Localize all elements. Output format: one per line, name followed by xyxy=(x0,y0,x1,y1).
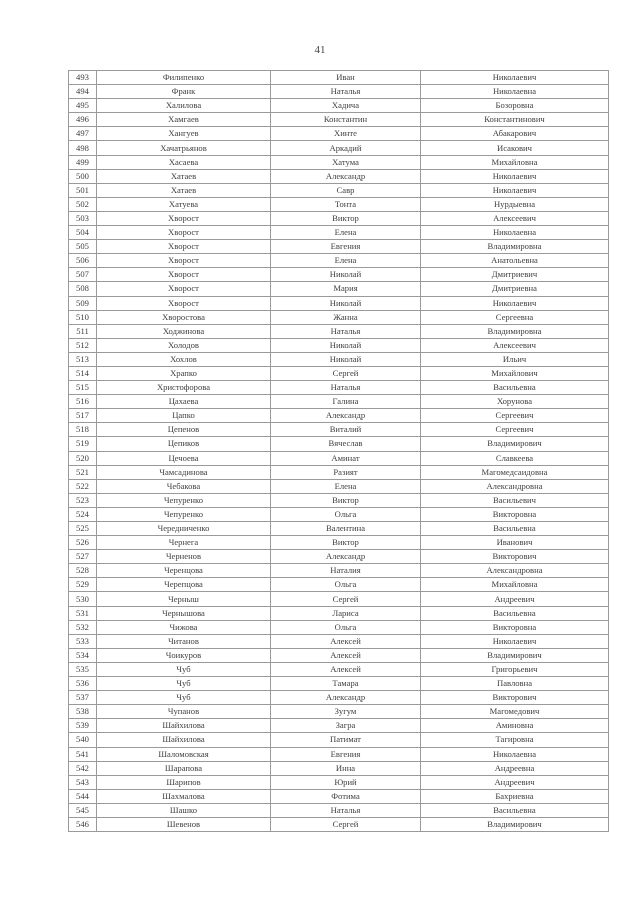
last-name: Черенцова xyxy=(97,564,271,578)
table-row xyxy=(69,211,609,225)
first-name: Загра xyxy=(271,719,421,733)
first-name: Сергей xyxy=(271,592,421,606)
table-row xyxy=(69,620,609,634)
table-row xyxy=(69,409,609,423)
last-name: Халилова xyxy=(97,99,271,113)
table-row xyxy=(69,141,609,155)
patronymic: Николаевич xyxy=(421,183,609,197)
first-name: Фотима xyxy=(271,789,421,803)
last-name: Ходжинова xyxy=(97,324,271,338)
row-number: 524 xyxy=(69,507,97,521)
patronymic: Николаевна xyxy=(421,747,609,761)
last-name: Чуб xyxy=(97,662,271,676)
row-number: 511 xyxy=(69,324,97,338)
table-row xyxy=(69,662,609,676)
table-row xyxy=(69,310,609,324)
last-name: Чернега xyxy=(97,536,271,550)
patronymic: Григорьевич xyxy=(421,662,609,676)
patronymic: Викторовна xyxy=(421,620,609,634)
table-row xyxy=(69,155,609,169)
last-name: Чебакова xyxy=(97,479,271,493)
first-name: Хинте xyxy=(271,127,421,141)
row-number: 513 xyxy=(69,352,97,366)
first-name: Сергей xyxy=(271,817,421,831)
patronymic: Магомедович xyxy=(421,705,609,719)
first-name: Николай xyxy=(271,296,421,310)
last-name: Шевенов xyxy=(97,817,271,831)
patronymic: Магомедсаидовна xyxy=(421,465,609,479)
first-name: Тамара xyxy=(271,677,421,691)
table-row xyxy=(69,803,609,817)
first-name: Елена xyxy=(271,226,421,240)
first-name: Вячеслав xyxy=(271,437,421,451)
first-name: Ольга xyxy=(271,620,421,634)
last-name: Цепенов xyxy=(97,423,271,437)
table-row xyxy=(69,113,609,127)
row-number: 538 xyxy=(69,705,97,719)
last-name: Хасаева xyxy=(97,155,271,169)
row-number: 505 xyxy=(69,240,97,254)
table-row xyxy=(69,817,609,831)
row-number: 495 xyxy=(69,99,97,113)
last-name: Франк xyxy=(97,85,271,99)
table-row xyxy=(69,578,609,592)
patronymic: Васильевна xyxy=(421,381,609,395)
patronymic: Сергеевич xyxy=(421,409,609,423)
row-number: 509 xyxy=(69,296,97,310)
first-name: Зугум xyxy=(271,705,421,719)
last-name: Хворост xyxy=(97,240,271,254)
first-name: Виктор xyxy=(271,536,421,550)
row-number: 507 xyxy=(69,268,97,282)
first-name: Разият xyxy=(271,465,421,479)
patronymic: Алексеевич xyxy=(421,211,609,225)
patronymic: Николаевич xyxy=(421,296,609,310)
last-name: Хворост xyxy=(97,282,271,296)
last-name: Шашко xyxy=(97,803,271,817)
patronymic: Аминовна xyxy=(421,719,609,733)
table-row xyxy=(69,507,609,521)
page-number: 41 xyxy=(314,44,326,56)
last-name: Храпко xyxy=(97,366,271,380)
last-name: Шахмалова xyxy=(97,789,271,803)
table-row xyxy=(69,564,609,578)
row-number: 546 xyxy=(69,817,97,831)
patronymic: Викторович xyxy=(421,691,609,705)
first-name: Инна xyxy=(271,761,421,775)
row-number: 542 xyxy=(69,761,97,775)
table-row xyxy=(69,761,609,775)
last-name: Чепуренко xyxy=(97,493,271,507)
last-name: Шарапова xyxy=(97,761,271,775)
last-name: Чамсадинова xyxy=(97,465,271,479)
last-name: Цахаева xyxy=(97,395,271,409)
patronymic: Николаевич xyxy=(421,634,609,648)
first-name: Ольга xyxy=(271,578,421,592)
table-row xyxy=(69,240,609,254)
first-name: Елена xyxy=(271,254,421,268)
last-name: Хворост xyxy=(97,268,271,282)
patronymic: Николаевич xyxy=(421,169,609,183)
first-name: Галина xyxy=(271,395,421,409)
first-name: Лариса xyxy=(271,606,421,620)
patronymic: Андреевич xyxy=(421,592,609,606)
last-name: Чепуренко xyxy=(97,507,271,521)
row-number: 514 xyxy=(69,366,97,380)
table-row xyxy=(69,254,609,268)
last-name: Чередниченко xyxy=(97,522,271,536)
names-table-body xyxy=(69,71,609,832)
first-name: Евгения xyxy=(271,240,421,254)
last-name: Цапко xyxy=(97,409,271,423)
first-name: Александр xyxy=(271,169,421,183)
patronymic: Михайлович xyxy=(421,366,609,380)
patronymic: Сергеевна xyxy=(421,310,609,324)
patronymic: Сергеевич xyxy=(421,423,609,437)
table-row xyxy=(69,268,609,282)
last-name: Хамгаев xyxy=(97,113,271,127)
patronymic: Николаевна xyxy=(421,226,609,240)
table-row xyxy=(69,789,609,803)
patronymic: Абакарович xyxy=(421,127,609,141)
patronymic: Ильич xyxy=(421,352,609,366)
patronymic: Бозоровна xyxy=(421,99,609,113)
table-row xyxy=(69,648,609,662)
row-number: 504 xyxy=(69,226,97,240)
first-name: Евгения xyxy=(271,747,421,761)
table-row xyxy=(69,395,609,409)
last-name: Читанов xyxy=(97,634,271,648)
patronymic: Николаевна xyxy=(421,85,609,99)
last-name: Филипенко xyxy=(97,71,271,85)
last-name: Черненов xyxy=(97,550,271,564)
last-name: Хохлов xyxy=(97,352,271,366)
row-number: 498 xyxy=(69,141,97,155)
patronymic: Дмитриевна xyxy=(421,282,609,296)
patronymic: Тагировна xyxy=(421,733,609,747)
first-name: Мария xyxy=(271,282,421,296)
patronymic: Васильевна xyxy=(421,803,609,817)
row-number: 521 xyxy=(69,465,97,479)
patronymic: Владимирович xyxy=(421,648,609,662)
table-row xyxy=(69,71,609,85)
first-name: Юрий xyxy=(271,775,421,789)
table-row xyxy=(69,226,609,240)
patronymic: Константинович xyxy=(421,113,609,127)
row-number: 519 xyxy=(69,437,97,451)
table-row xyxy=(69,381,609,395)
table-row xyxy=(69,493,609,507)
first-name: Николай xyxy=(271,268,421,282)
row-number: 533 xyxy=(69,634,97,648)
first-name: Наталья xyxy=(271,85,421,99)
row-number: 508 xyxy=(69,282,97,296)
first-name: Ольга xyxy=(271,507,421,521)
first-name: Наталья xyxy=(271,381,421,395)
first-name: Виталий xyxy=(271,423,421,437)
last-name: Хангуев xyxy=(97,127,271,141)
first-name: Виктор xyxy=(271,211,421,225)
last-name: Хворост xyxy=(97,296,271,310)
last-name: Хачатрьянов xyxy=(97,141,271,155)
first-name: Хатума xyxy=(271,155,421,169)
patronymic: Викторович xyxy=(421,550,609,564)
last-name: Хворостова xyxy=(97,310,271,324)
first-name: Алексей xyxy=(271,648,421,662)
last-name: Хворост xyxy=(97,254,271,268)
patronymic: Андреевна xyxy=(421,761,609,775)
row-number: 528 xyxy=(69,564,97,578)
first-name: Савр xyxy=(271,183,421,197)
first-name: Хадича xyxy=(271,99,421,113)
table-row xyxy=(69,536,609,550)
row-number: 536 xyxy=(69,677,97,691)
row-number: 523 xyxy=(69,493,97,507)
table-row xyxy=(69,719,609,733)
table-row xyxy=(69,296,609,310)
row-number: 501 xyxy=(69,183,97,197)
names-table xyxy=(68,70,609,832)
first-name: Тонта xyxy=(271,197,421,211)
row-number: 543 xyxy=(69,775,97,789)
last-name: Холодов xyxy=(97,338,271,352)
patronymic: Исакович xyxy=(421,141,609,155)
row-number: 529 xyxy=(69,578,97,592)
last-name: Шайхилова xyxy=(97,719,271,733)
table-row xyxy=(69,324,609,338)
last-name: Черепцова xyxy=(97,578,271,592)
row-number: 503 xyxy=(69,211,97,225)
patronymic: Александровна xyxy=(421,479,609,493)
last-name: Хатуева xyxy=(97,197,271,211)
table-row xyxy=(69,451,609,465)
first-name: Аминат xyxy=(271,451,421,465)
first-name: Александр xyxy=(271,691,421,705)
patronymic: Михайловна xyxy=(421,578,609,592)
last-name: Хатаев xyxy=(97,183,271,197)
row-number: 517 xyxy=(69,409,97,423)
patronymic: Васильевич xyxy=(421,493,609,507)
patronymic: Владимирович xyxy=(421,817,609,831)
patronymic: Михайловна xyxy=(421,155,609,169)
patronymic: Алексеевич xyxy=(421,338,609,352)
row-number: 497 xyxy=(69,127,97,141)
patronymic: Славкеева xyxy=(421,451,609,465)
row-number: 544 xyxy=(69,789,97,803)
table-row xyxy=(69,423,609,437)
patronymic: Хорунова xyxy=(421,395,609,409)
row-number: 494 xyxy=(69,85,97,99)
last-name: Хатаев xyxy=(97,169,271,183)
first-name: Николай xyxy=(271,352,421,366)
first-name: Иван xyxy=(271,71,421,85)
patronymic: Владимировна xyxy=(421,240,609,254)
last-name: Чуб xyxy=(97,677,271,691)
first-name: Наталия xyxy=(271,564,421,578)
patronymic: Бахриевна xyxy=(421,789,609,803)
table-row xyxy=(69,522,609,536)
row-number: 526 xyxy=(69,536,97,550)
patronymic: Нурдыевна xyxy=(421,197,609,211)
table-row xyxy=(69,691,609,705)
last-name: Шаломовская xyxy=(97,747,271,761)
table-row xyxy=(69,705,609,719)
row-number: 539 xyxy=(69,719,97,733)
patronymic: Иванович xyxy=(421,536,609,550)
patronymic: Николаевич xyxy=(421,71,609,85)
first-name: Елена xyxy=(271,479,421,493)
table-row xyxy=(69,169,609,183)
first-name: Александр xyxy=(271,550,421,564)
table-row xyxy=(69,465,609,479)
row-number: 532 xyxy=(69,620,97,634)
row-number: 515 xyxy=(69,381,97,395)
table-row xyxy=(69,85,609,99)
last-name: Чижова xyxy=(97,620,271,634)
first-name: Алексей xyxy=(271,634,421,648)
table-row xyxy=(69,479,609,493)
row-number: 537 xyxy=(69,691,97,705)
row-number: 518 xyxy=(69,423,97,437)
row-number: 525 xyxy=(69,522,97,536)
row-number: 496 xyxy=(69,113,97,127)
patronymic: Васильевна xyxy=(421,522,609,536)
patronymic: Васильевна xyxy=(421,606,609,620)
row-number: 541 xyxy=(69,747,97,761)
table-row xyxy=(69,366,609,380)
last-name: Чернышова xyxy=(97,606,271,620)
first-name: Аркадий xyxy=(271,141,421,155)
table-row xyxy=(69,338,609,352)
row-number: 535 xyxy=(69,662,97,676)
table-row xyxy=(69,127,609,141)
row-number: 530 xyxy=(69,592,97,606)
last-name: Чуб xyxy=(97,691,271,705)
table-row xyxy=(69,282,609,296)
row-number: 502 xyxy=(69,197,97,211)
last-name: Цечоева xyxy=(97,451,271,465)
first-name: Патимат xyxy=(271,733,421,747)
last-name: Черныш xyxy=(97,592,271,606)
table-row xyxy=(69,437,609,451)
patronymic: Владимировна xyxy=(421,324,609,338)
last-name: Христофорова xyxy=(97,381,271,395)
last-name: Шайхилова xyxy=(97,733,271,747)
first-name: Алексей xyxy=(271,662,421,676)
last-name: Чупанов xyxy=(97,705,271,719)
table-row xyxy=(69,775,609,789)
first-name: Александр xyxy=(271,409,421,423)
row-number: 512 xyxy=(69,338,97,352)
first-name: Николай xyxy=(271,338,421,352)
first-name: Жанна xyxy=(271,310,421,324)
table-row xyxy=(69,550,609,564)
first-name: Наталья xyxy=(271,803,421,817)
row-number: 534 xyxy=(69,648,97,662)
table-row xyxy=(69,747,609,761)
row-number: 506 xyxy=(69,254,97,268)
row-number: 531 xyxy=(69,606,97,620)
table-row xyxy=(69,592,609,606)
table-row xyxy=(69,634,609,648)
patronymic: Викторовна xyxy=(421,507,609,521)
patronymic: Анатольевна xyxy=(421,254,609,268)
table-row xyxy=(69,183,609,197)
last-name: Хворост xyxy=(97,211,271,225)
patronymic: Александровна xyxy=(421,564,609,578)
last-name: Цепиков xyxy=(97,437,271,451)
row-number: 522 xyxy=(69,479,97,493)
first-name: Валентина xyxy=(271,522,421,536)
table-row xyxy=(69,99,609,113)
table-row xyxy=(69,677,609,691)
table-row xyxy=(69,733,609,747)
first-name: Константин xyxy=(271,113,421,127)
patronymic: Владимирович xyxy=(421,437,609,451)
row-number: 500 xyxy=(69,169,97,183)
row-number: 510 xyxy=(69,310,97,324)
table-row xyxy=(69,606,609,620)
patronymic: Павловна xyxy=(421,677,609,691)
row-number: 516 xyxy=(69,395,97,409)
first-name: Наталья xyxy=(271,324,421,338)
row-number: 540 xyxy=(69,733,97,747)
table-row xyxy=(69,352,609,366)
row-number: 520 xyxy=(69,451,97,465)
table-row xyxy=(69,197,609,211)
row-number: 545 xyxy=(69,803,97,817)
last-name: Хворост xyxy=(97,226,271,240)
first-name: Виктор xyxy=(271,493,421,507)
row-number: 493 xyxy=(69,71,97,85)
last-name: Шарипов xyxy=(97,775,271,789)
row-number: 499 xyxy=(69,155,97,169)
last-name: Чоикуров xyxy=(97,648,271,662)
patronymic: Дмитриевич xyxy=(421,268,609,282)
row-number: 527 xyxy=(69,550,97,564)
first-name: Сергей xyxy=(271,366,421,380)
patronymic: Андреевич xyxy=(421,775,609,789)
